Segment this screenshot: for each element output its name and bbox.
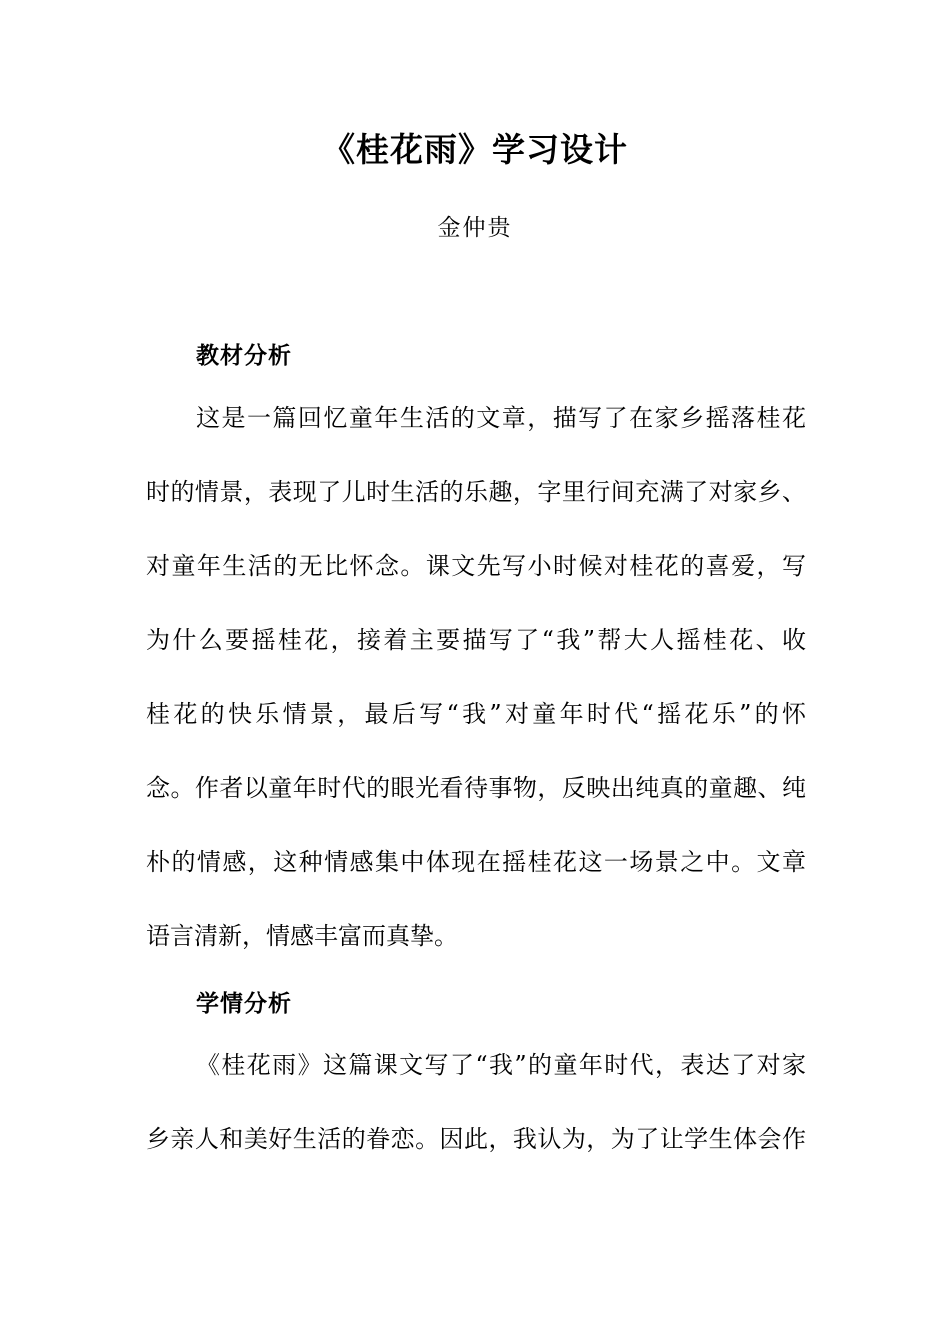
section-heading-student-analysis: 学情分析 <box>196 990 292 1017</box>
section-heading-textbook-analysis: 教材分析 <box>196 342 292 369</box>
section-paragraph-textbook-analysis <box>146 398 806 990</box>
paragraph-line: 乡亲人和美好生活的眷恋。因此，我认为，为了让学生体会作 <box>146 1125 806 1153</box>
paragraph-line: 时的情景，表现了儿时生活的乐趣，字里行间充满了对家乡、 <box>146 478 806 506</box>
section-paragraph-student-analysis <box>146 1045 806 1193</box>
paragraph-line: 这是一篇回忆童年生活的文章，描写了在家乡摇落桂花 <box>196 404 806 432</box>
paragraph-line: 对童年生活的无比怀念。课文先写小时候对桂花的喜爱，写 <box>146 552 806 580</box>
document-title: 《桂花雨》学习设计 <box>322 130 628 169</box>
paragraph-line: 为什么要摇桂花，接着主要描写了“我”帮大人摇桂花、收 <box>146 626 806 654</box>
paragraph-line: 念。作者以童年时代的眼光看待事物，反映出纯真的童趣、纯 <box>146 774 806 802</box>
author-name: 金仲贵 <box>437 215 513 241</box>
paragraph-line: 桂花的快乐情景，最后写“我”对童年时代“摇花乐”的怀 <box>146 700 806 728</box>
paragraph-line: 语言清新，情感丰富而真挚。 <box>146 922 458 950</box>
paragraph-line: 朴的情感，这种情感集中体现在摇桂花这一场景之中。文章 <box>146 848 806 876</box>
paragraph-line: 《桂花雨》这篇课文写了“我”的童年时代，表达了对家 <box>196 1051 806 1079</box>
